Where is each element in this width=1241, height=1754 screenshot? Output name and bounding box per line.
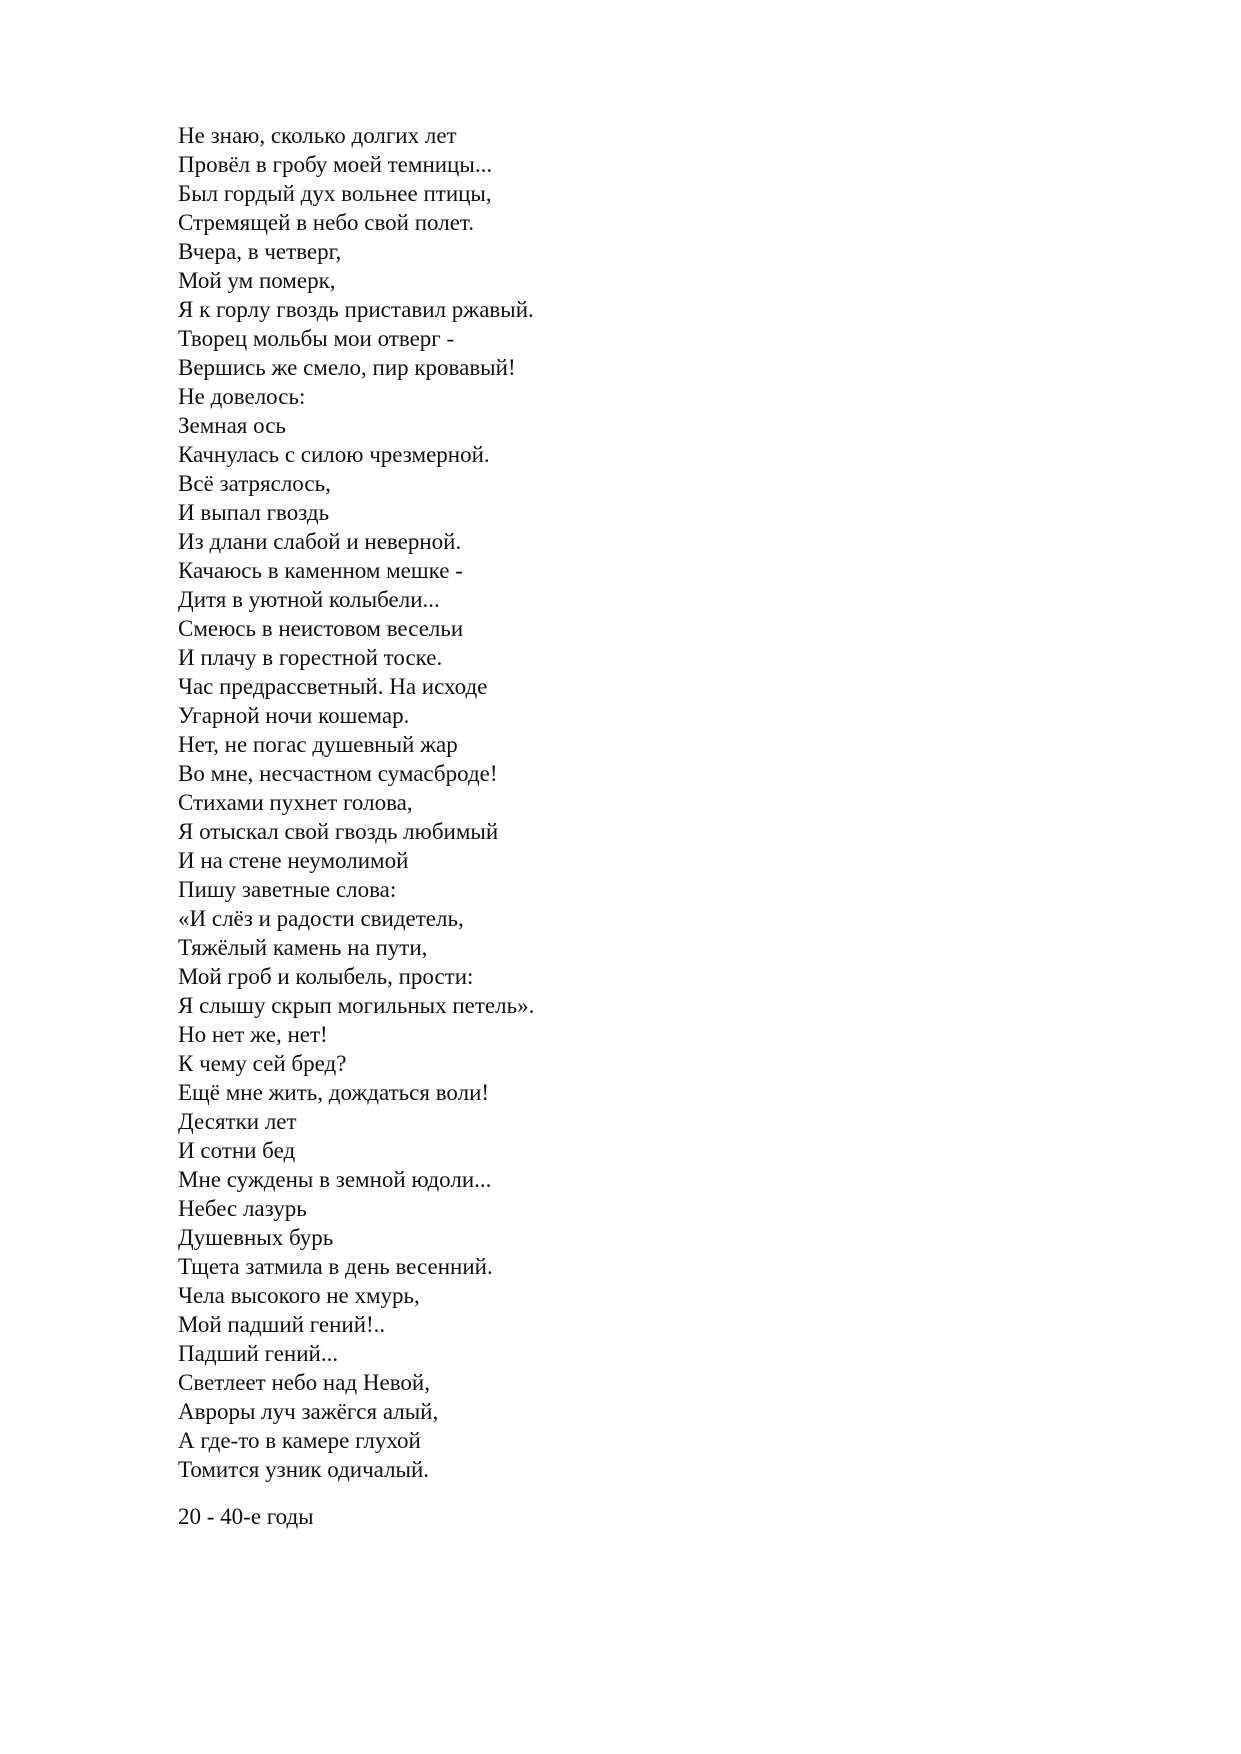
poem-line: Угарной ночи кошемар. [178, 703, 410, 728]
poem-line: И плачу в горестной тоске. [178, 645, 443, 670]
poem-line: Дитя в уютной колыбели... [178, 587, 440, 612]
poem-line: Всё затряслось, [178, 471, 331, 496]
poem-line: Не довелось: [178, 384, 306, 409]
poem-line: Авроры луч зажёгся алый, [178, 1399, 439, 1424]
poem-line: «И слёз и радости свидетель, [178, 906, 464, 931]
poem-line: Томится узник одичалый. [178, 1457, 430, 1482]
poem-text [178, 121, 534, 1484]
poem-line: Чела высокого не хмурь, [178, 1283, 420, 1308]
poem-line: Вчера, в четверг, [178, 239, 342, 264]
poem-line: Во мне, несчастном сумасброде! [178, 761, 498, 786]
poem-line: И сотни бед [178, 1138, 296, 1163]
poem-line: Десятки лет [178, 1109, 297, 1134]
poem-line: Я к горлу гвоздь приставил ржавый. [178, 297, 534, 322]
poem-line: Смеюсь в неистовом весельи [178, 616, 464, 641]
poem-line: Провёл в гробу моей темницы... [178, 152, 493, 177]
poem-line: А где-то в камере глухой [178, 1428, 421, 1453]
poem-line: Мой ум померк, [178, 268, 336, 293]
poem-line: Светлеет небо над Невой, [178, 1370, 430, 1395]
poem-line: Мой падший гений!.. [178, 1312, 386, 1337]
poem-line: Ещё мне жить, дождаться воли! [178, 1080, 490, 1105]
poem-line: Не знаю, сколько долгих лет [178, 123, 457, 148]
date-note: 20 - 40-е годы [178, 1504, 314, 1529]
poem-line: И выпал гвоздь [178, 500, 330, 525]
poem-line: Мой гроб и колыбель, прости: [178, 964, 474, 989]
poem-line: Был гордый дух вольнее птицы, [178, 181, 492, 206]
poem-line: Стихами пухнет голова, [178, 790, 413, 815]
poem-line: К чему сей бред? [178, 1051, 347, 1076]
poem-line: Пишу заветные слова: [178, 877, 397, 902]
poem-line: Но нет же, нет! [178, 1022, 328, 1047]
poem-line: Творец мольбы мои отверг - [178, 326, 455, 351]
poem-line: Вершись же смело, пир кровавый! [178, 355, 516, 380]
poem-line: Тщета затмила в день весенний. [178, 1254, 493, 1279]
poem-line: Час предрассветный. На исходе [178, 674, 488, 699]
poem-line: Тяжёлый камень на пути, [178, 935, 428, 960]
poem-line: Земная ось [178, 413, 286, 438]
poem-line: И на стене неумолимой [178, 848, 409, 873]
poem-line: Падший гений... [178, 1341, 339, 1366]
poem-line: Из длани слабой и неверной. [178, 529, 462, 554]
poem-line: Небес лазурь [178, 1196, 307, 1221]
poem-line: Я отыскал свой гвоздь любимый [178, 819, 499, 844]
poem-line: Стремящей в небо свой полет. [178, 210, 475, 235]
poem-line: Качнулась с силою чрезмерной. [178, 442, 490, 467]
poem-line: Нет, не погас душевный жар [178, 732, 458, 757]
poem-line: Качаюсь в каменном мешке - [178, 558, 463, 583]
poem-line: Душевных бурь [178, 1225, 334, 1250]
poem-line: Мне суждены в земной юдоли... [178, 1167, 492, 1192]
poem-line: Я слышу скрып могильных петель». [178, 993, 535, 1018]
